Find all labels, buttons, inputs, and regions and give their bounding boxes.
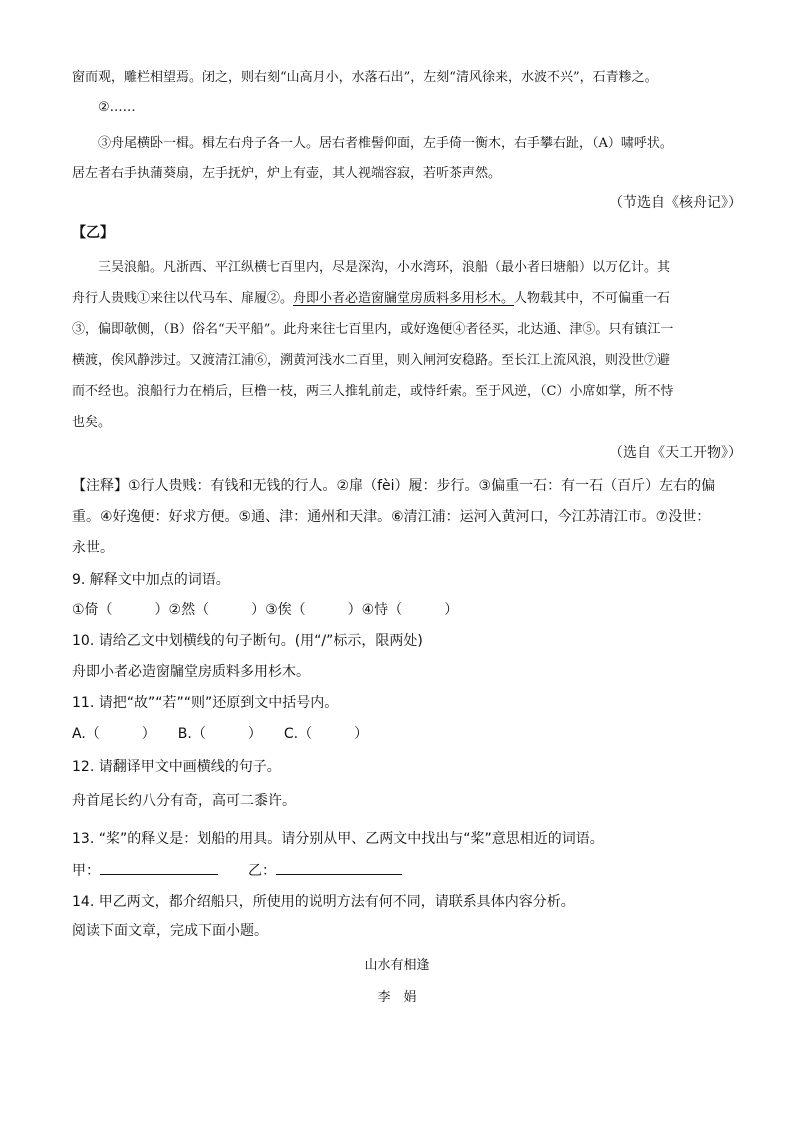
question-12-sentence-end: 。	[282, 793, 296, 809]
option-a: A.（ ）	[72, 726, 156, 742]
question-10-sentence: 舟即小者必造窗牖堂房质料多用杉木。	[72, 664, 310, 680]
answer-label-jia: 甲：	[72, 863, 100, 879]
notes-line-2: 重。④好逸便：好求方便。⑤通、津：通州和天津。⑥清江浦：运河入黄河口，今江苏清江市。⑦没世：	[72, 509, 711, 525]
article-author: 李 娟	[377, 990, 417, 1005]
answer-blank-jia[interactable]	[100, 860, 218, 875]
jia-source: （节选自《核舟记》）	[609, 195, 742, 211]
question-10: 10. 请给乙文中划横线的句子断句。(用“/”标示，限两处)	[72, 633, 423, 649]
yi-source: （选自《天工开物》）	[609, 445, 742, 461]
jia-text-line-4: 居左者右手执蒲葵扇，左手抚炉，炉上有壶，其人视端容寂，若听茶声然。	[72, 166, 502, 181]
question-13: 13. “桨”的释义是：划船的用具。请分别从甲、乙两文中找出与“桨”意思相近的词语。	[72, 831, 604, 847]
option-b: B.（ ）	[177, 726, 262, 742]
jia-text-line-1: 窗而观，雕栏相望焉。闭之，则右刻“山高月小，水落石出”，左刻“清风徐来，水波不兴”，石青糁之。	[72, 70, 658, 85]
yi-text-line-2-post: 人物载其中，不可偏重一石	[514, 291, 671, 306]
yi-text-line-2-pre: 舟行人贵贱①来往以代马车、扉履②。	[72, 291, 294, 306]
yi-text-line-2	[72, 287, 670, 306]
yi-text-line-5: 而不经也。浪船行力在梢后，巨橹一枝，两三人推轧前走，或恃纤索。至于风逆，（C）小席如掌，所不恃	[72, 384, 674, 399]
yi-text-line-3: ③，偏即欹侧，（B）俗名“天平船”。此舟来往七百里内，或好逸便④者径买，北达通、津⑤。只有镇江一	[72, 322, 674, 337]
question-11: 11. 请把“故”“若”“则”还原到文中括号内。	[72, 695, 339, 711]
jia-text-line-3: ③舟尾横卧一楫。楫左右舟子各一人。居右者椎髻仰面，左手倚一衡木，右手攀右趾，（A）啸呼状。	[98, 136, 673, 151]
question-12: 12. 请翻译甲文中画横线的句子。	[72, 759, 281, 775]
article-title: 山水有相逢	[364, 958, 430, 973]
question-12-sentence-text: 舟首尾长约八分有奇，高可二黍许	[72, 793, 282, 809]
yi-heading: 【乙】	[72, 225, 114, 241]
answer-blank-yi[interactable]	[276, 860, 402, 875]
option-c: C.（ ）	[283, 726, 369, 742]
notes-line-1: 【注释】①行人贵贱：有钱和无钱的行人。②扉（fèi）履：步行。③偏重一石：有一石（百斤）左右的偏	[72, 478, 716, 494]
question-9-items: ①倚（ ）②然（ ）③俟（ ）④恃（ ）	[72, 602, 459, 618]
yi-text-line-6: 也矣。	[72, 415, 112, 430]
reading-instruction: 阅读下面文章，完成下面小题。	[72, 923, 268, 939]
answer-label-yi: 乙：	[248, 863, 276, 879]
notes-line-3: 永世。	[72, 540, 114, 556]
yi-text-line-4: 横渡，俟风静涉过。又渡清江浦⑥，溯黄河浅水二百里，则入闸河安稳路。至长江上流风浪，则没世⑦避	[72, 353, 671, 368]
jia-text-line-2: ②……	[98, 100, 136, 115]
question-9: 9. 解释文中加点的词语。	[72, 572, 230, 588]
question-11-options	[72, 723, 368, 743]
yi-underlined-sentence: 舟即小者必造窗牖堂房质料多用杉木。	[293, 291, 515, 306]
question-13-answers	[72, 860, 402, 880]
question-14: 14. 甲乙两文，都介绍船只，所使用的说明方法有何不同，请联系具体内容分析。	[72, 894, 575, 910]
yi-text-line-1: 三吴浪船。凡浙西、平江纵横七百里内，尽是深沟，小水湾环，浪船（最小者曰塘船）以万亿计。其	[98, 260, 671, 275]
question-12-sentence	[72, 790, 296, 810]
